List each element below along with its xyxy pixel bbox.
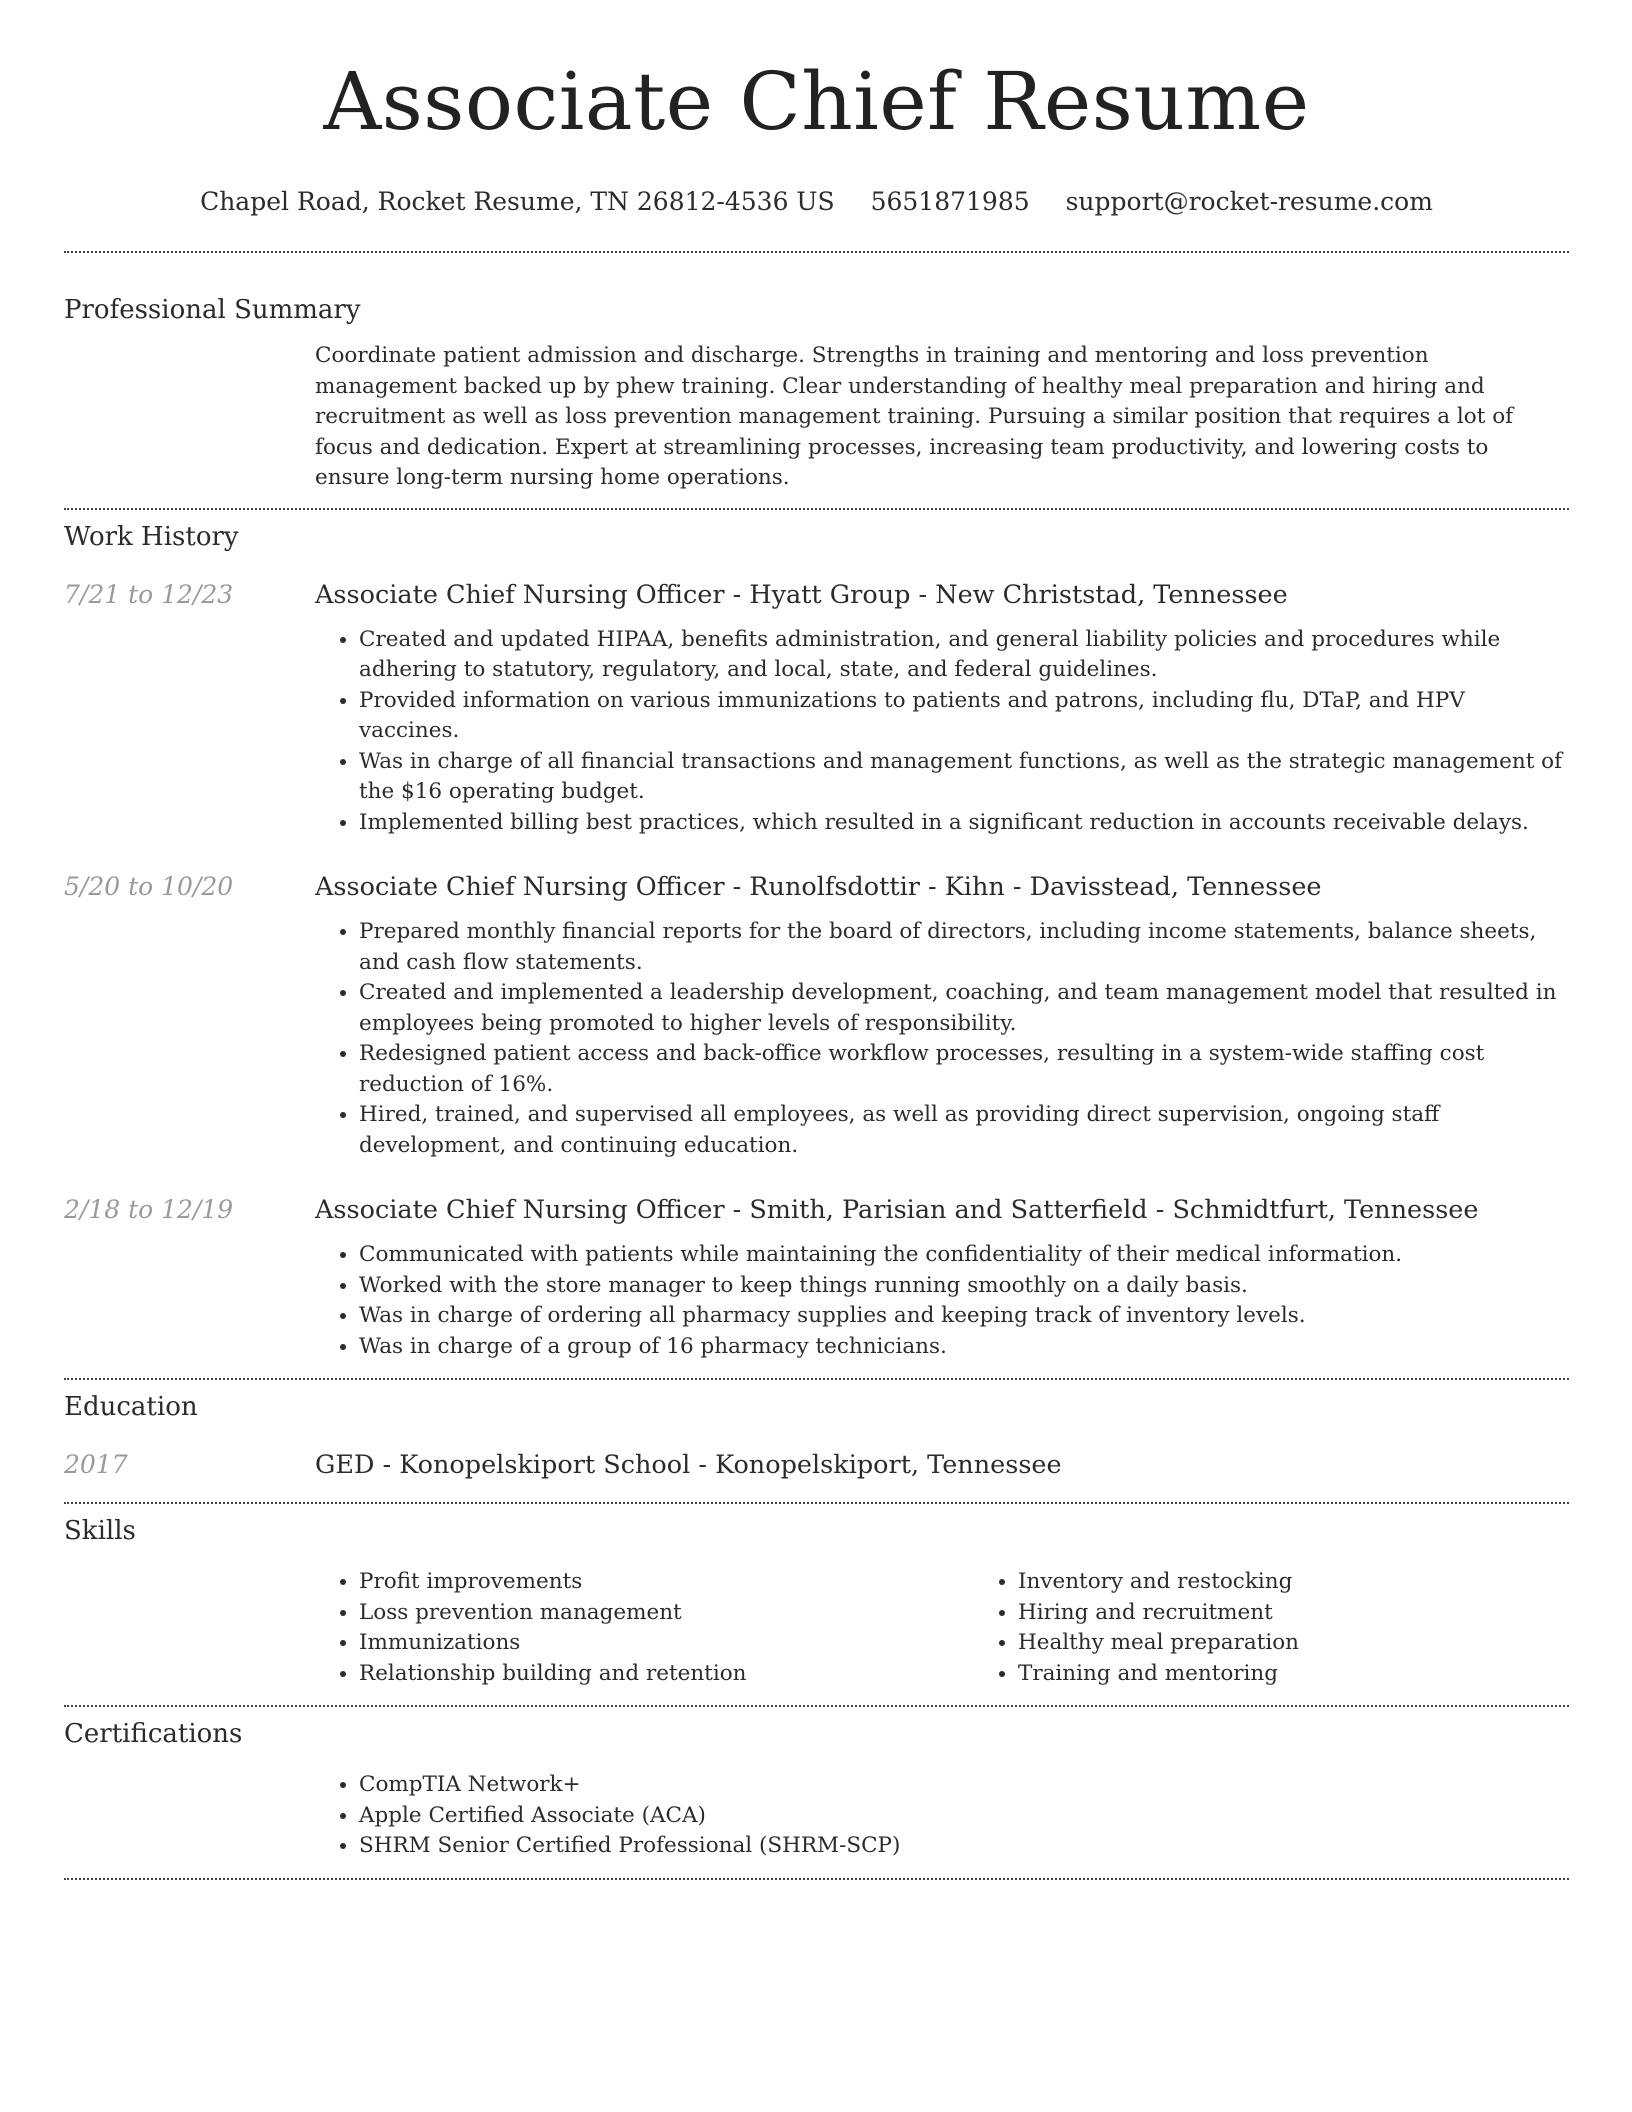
job-title: Associate Chief Nursing Officer - Smith, Parisian and Satterfield - Schmidtfurt, Tennessee (315, 1195, 1479, 1225)
education-heading: Education (64, 1392, 198, 1422)
list-item: • Worked with the store manager to keep things running smoothly on a daily basis. (359, 1271, 1569, 1302)
resume-name: Associate Chief Resume (323, 55, 1310, 148)
list-item: • SHRM Senior Certified Professional (SHRM-SCP) (359, 1831, 1569, 1862)
list-item: • Loss prevention management (359, 1598, 974, 1629)
section-divider (64, 508, 1569, 510)
list-item: • Immunizations (359, 1628, 974, 1659)
list-item: • Was in charge of all financial transactions and management functions, as well as the strategic management of the $16 operating budget. (359, 747, 1569, 808)
list-item: • Profit improvements (359, 1567, 974, 1598)
contact-address: Chapel Road, Rocket Resume, TN 26812-4536 US (200, 187, 835, 216)
education-degree: GED - Konopelskiport School - Konopelskiport, Tennessee (315, 1450, 1062, 1480)
certifications-list (315, 1770, 1569, 1862)
list-item: • Communicated with patients while maintaining the confidentiality of their medical information. (359, 1240, 1569, 1271)
list-item: • Redesigned patient access and back-office workflow processes, resulting in a system-wide staffing cost reduction of 16%. (359, 1039, 1569, 1100)
summary-heading: Professional Summary (64, 295, 361, 325)
list-item: • Training and mentoring (1018, 1659, 1632, 1690)
education-year: 2017 (64, 1450, 128, 1479)
list-item: • Prepared monthly financial reports for the board of directors, including income statements, balance sheets, and cash flow statements. (359, 917, 1569, 978)
contact-phone: 5651871985 (870, 187, 1030, 216)
resume-page (64, 0, 1569, 1880)
job-bullets (315, 1240, 1569, 1362)
work-history-heading: Work History (64, 521, 239, 552)
certifications-heading: Certifications (64, 1719, 243, 1749)
summary-row (64, 341, 1569, 494)
list-item: • Apple Certified Associate (ACA) (359, 1801, 1569, 1832)
summary-text: Coordinate patient admission and discharge. Strengths in training and mentoring and loss prevention management backed up by phew training. Clear understanding of healthy meal preparation and hiring and recruitment as well as loss prevention management training. Pursuing a similar position that requires a lot of focus and dedication. Expert at streamlining processes, increasing team productivity, and lowering costs to ensure long-term nursing home operations. (315, 343, 1514, 490)
section-divider (64, 1502, 1569, 1504)
list-item: • Was in charge of a group of 16 pharmacy technicians. (359, 1332, 1569, 1363)
education-entry (64, 1448, 1569, 1482)
contact-line (64, 186, 1569, 218)
job-bullets (315, 625, 1569, 839)
section-divider (64, 1878, 1569, 1880)
certifications-row (64, 1770, 1569, 1862)
contact-email: support@rocket-resume.com (1065, 187, 1433, 216)
job-dates: 7/21 to 12/23 (64, 579, 234, 609)
job-entry (64, 870, 1569, 1161)
list-item: • Relationship building and retention (359, 1659, 974, 1690)
skills-list-left (315, 1567, 974, 1689)
section-divider (64, 1378, 1569, 1380)
job-entry (64, 578, 1569, 839)
list-item: • Created and updated HIPAA, benefits administration, and general liability policies and procedures while adhering to statutory, regulatory, and local, state, and federal guidelines. (359, 625, 1569, 686)
list-item: • Provided information on various immunizations to patients and patrons, including flu, DTaP, and HPV vaccines. (359, 686, 1569, 747)
skills-heading: Skills (64, 1516, 136, 1546)
job-entry (64, 1193, 1569, 1362)
job-title: Associate Chief Nursing Officer - Runolfsdottir - Kihn - Davisstead, Tennessee (315, 872, 1322, 902)
job-dates: 2/18 to 12/19 (64, 1195, 234, 1224)
job-bullets (315, 917, 1569, 1161)
skills-row (64, 1567, 1569, 1689)
job-dates: 5/20 to 10/20 (64, 872, 234, 901)
section-divider (64, 251, 1569, 253)
list-item: • Implemented billing best practices, which resulted in a significant reduction in accounts receivable delays. (359, 808, 1569, 839)
job-title: Associate Chief Nursing Officer - Hyatt Group - New Christstad, Tennessee (315, 579, 1288, 610)
list-item: • Healthy meal preparation (1018, 1628, 1632, 1659)
skills-list-right (974, 1567, 1632, 1689)
section-divider (64, 1705, 1569, 1707)
list-item: • Hired, trained, and supervised all employees, as well as providing direct supervision, ongoing staff development, and continuing education. (359, 1100, 1569, 1161)
list-item: • Was in charge of ordering all pharmacy supplies and keeping track of inventory levels. (359, 1301, 1569, 1332)
list-item: • CompTIA Network+ (359, 1770, 1569, 1801)
list-item: • Hiring and recruitment (1018, 1598, 1632, 1629)
list-item: • Created and implemented a leadership development, coaching, and team management model that resulted in employees being promoted to higher levels of responsibility. (359, 978, 1569, 1039)
list-item: • Inventory and restocking (1018, 1567, 1632, 1598)
